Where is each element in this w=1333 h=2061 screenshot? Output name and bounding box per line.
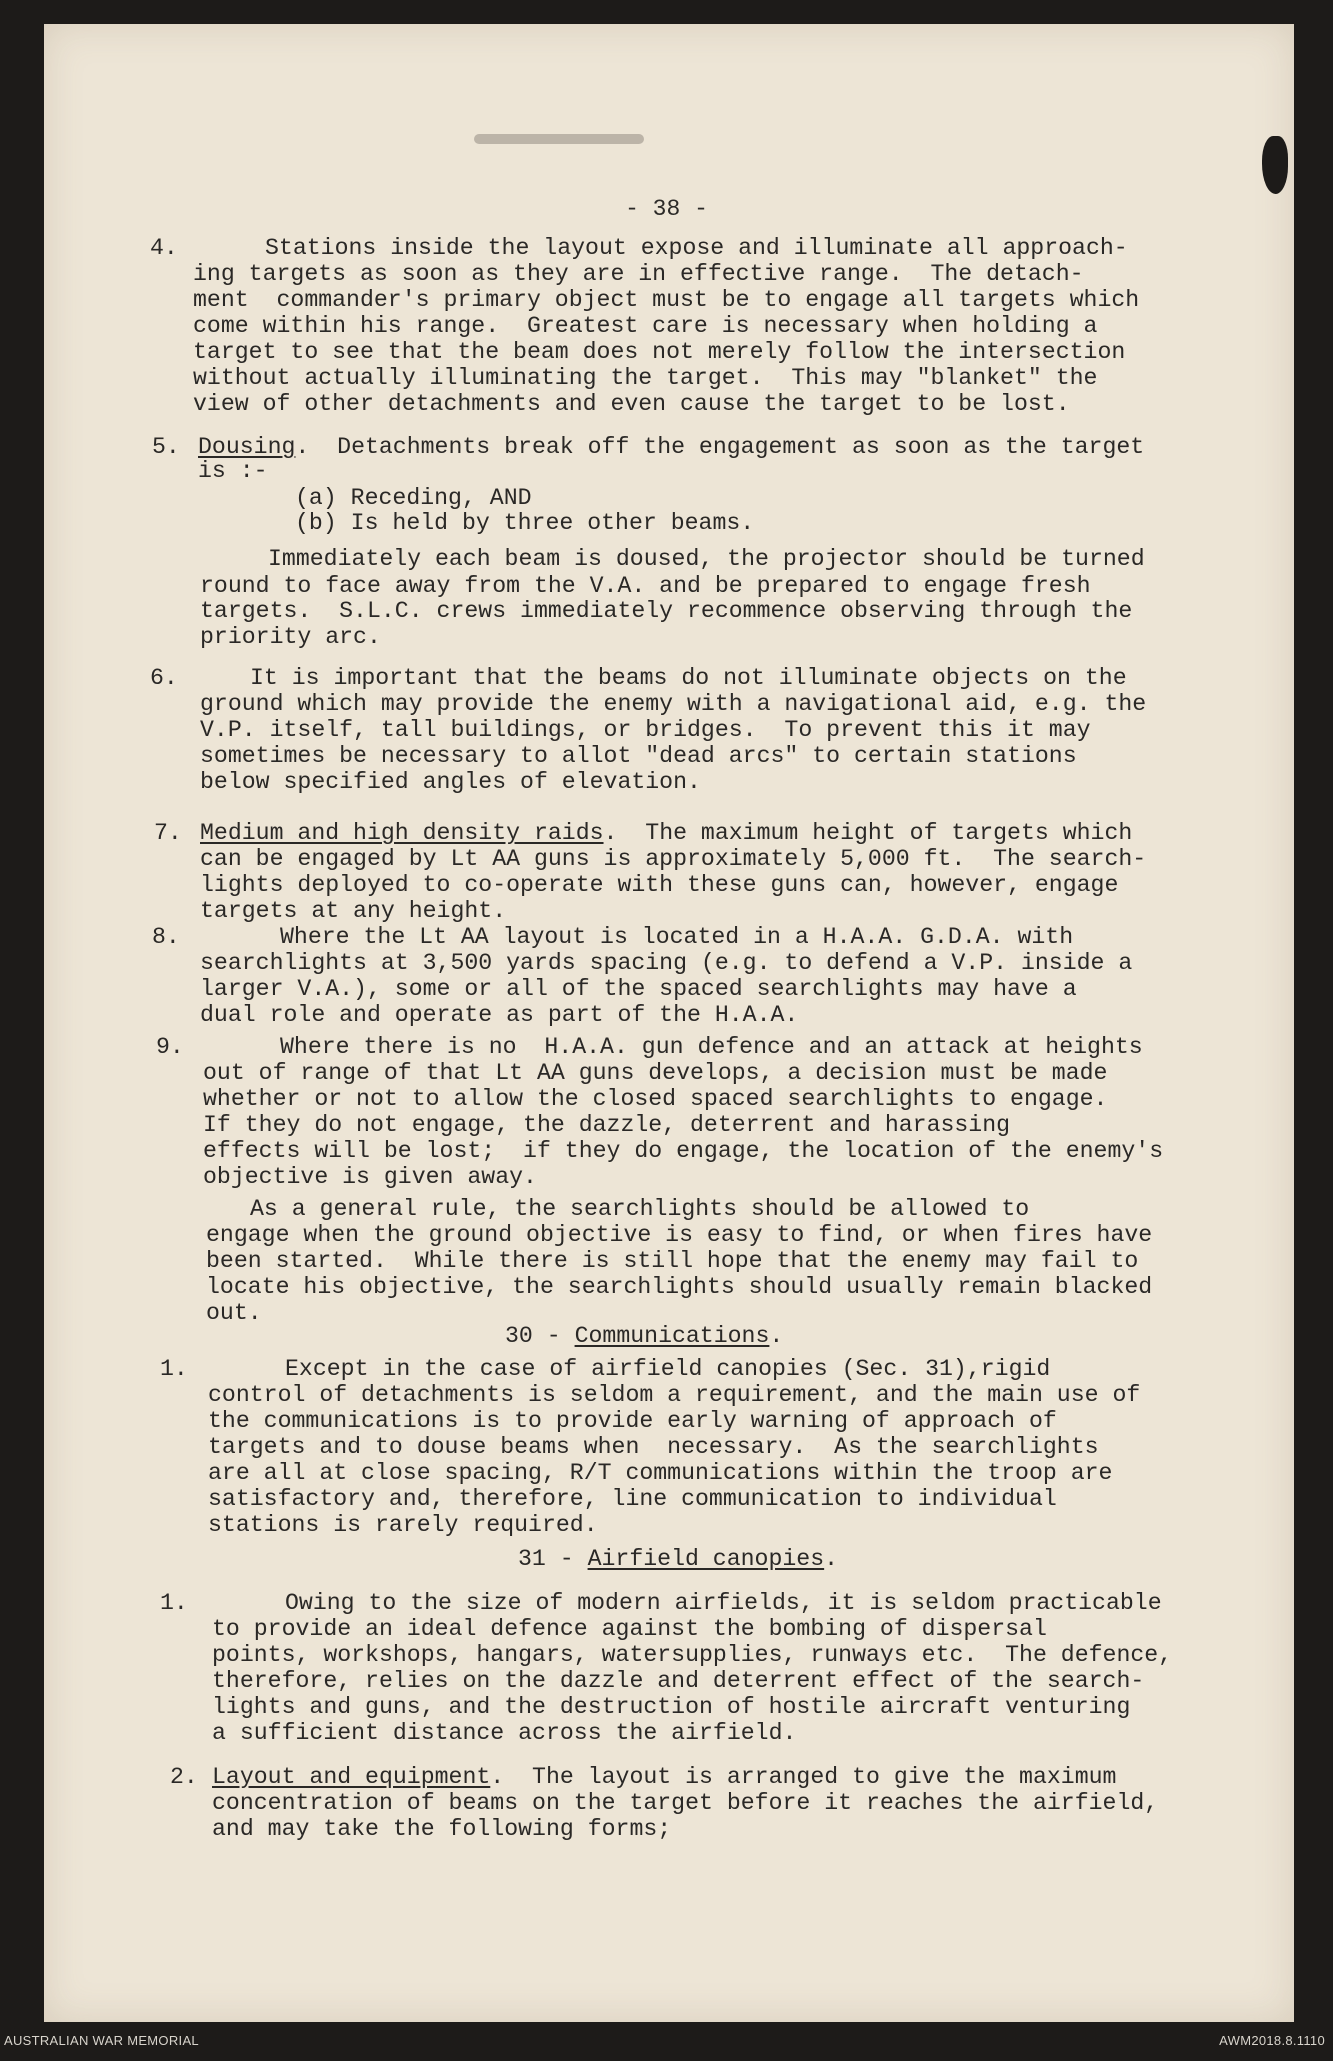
text-line bbox=[193, 367, 1097, 390]
text-line bbox=[250, 667, 1127, 690]
line-text: objective is given away. bbox=[203, 1164, 537, 1190]
line-text: target to see that the beam does not merely follow the intersection bbox=[193, 339, 1126, 365]
text-line bbox=[200, 822, 1132, 845]
line-text: out of range of that Lt AA guns develops, a decision must be made bbox=[203, 1060, 1108, 1086]
text-line bbox=[200, 1004, 798, 1027]
line-text: is :- bbox=[198, 458, 268, 484]
text-line bbox=[295, 512, 754, 535]
heading-punctuation: . bbox=[769, 1323, 784, 1349]
line-text: Owing to the size of modern airfields, it is seldom practicable bbox=[285, 1590, 1162, 1616]
text-line bbox=[206, 1302, 262, 1325]
line-text: without actually illuminating the target. This may "blanket" the bbox=[193, 365, 1098, 391]
paragraph-number: 9. bbox=[156, 1034, 184, 1060]
line-text: ground which may provide the enemy with a navigational aid, e.g. the bbox=[200, 691, 1147, 717]
line-text: and may take the following forms; bbox=[212, 1816, 672, 1842]
line-text: targets and to douse beams when necessary. As the searchlights bbox=[208, 1434, 1099, 1460]
line-text: effects will be lost; if they do engage, the location of the enemy's bbox=[203, 1138, 1164, 1164]
text-line bbox=[208, 1488, 1057, 1511]
line-text: to provide an ideal defence against the bombing of dispersal bbox=[212, 1616, 1047, 1642]
text-line bbox=[193, 341, 1125, 364]
line-text: can be engaged by Lt AA guns is approximately 5,000 ft. The search- bbox=[200, 846, 1147, 872]
ink-smudge bbox=[474, 134, 644, 144]
line-text: satisfactory and, therefore, line communication to individual bbox=[208, 1486, 1057, 1512]
line-text: Except in the case of airfield canopies (Sec. 31),rigid bbox=[285, 1356, 1051, 1382]
text-line bbox=[208, 1436, 1099, 1459]
line-text: points, workshops, hangars, watersupplies, runways etc. The defence, bbox=[212, 1642, 1173, 1668]
text-line bbox=[203, 1140, 1163, 1163]
text-line bbox=[200, 900, 506, 923]
text-line bbox=[206, 1276, 1152, 1299]
text-line bbox=[198, 436, 1144, 459]
line-text: below specified angles of elevation. bbox=[200, 769, 701, 795]
paragraph-number: 1. bbox=[160, 1356, 188, 1382]
line-text: out. bbox=[206, 1300, 262, 1326]
line-text: V.P. itself, tall buildings, or bridges. To prevent this it may bbox=[200, 717, 1091, 743]
text-line bbox=[193, 393, 1070, 416]
line-text: larger V.A.), some or all of the spaced searchlights may have a bbox=[200, 976, 1077, 1002]
line-text: (b) Is held by three other beams. bbox=[295, 510, 755, 536]
line-text: If they do not engage, the dazzle, deterrent and harassing bbox=[203, 1112, 1011, 1138]
line-text: engage when the ground objective is easy to find, or when fires have bbox=[206, 1222, 1153, 1248]
text-line bbox=[200, 719, 1091, 742]
line-text: locate his objective, the searchlights should usually remain blacked bbox=[206, 1274, 1153, 1300]
text-line bbox=[200, 874, 1118, 897]
line-text: . The maximum height of targets which bbox=[603, 820, 1133, 846]
text-line bbox=[200, 693, 1146, 716]
line-text: whether or not to allow the closed spaced searchlights to engage. bbox=[203, 1086, 1108, 1112]
text-line bbox=[280, 1036, 1143, 1059]
section-heading: Airfield canopies bbox=[587, 1546, 825, 1572]
paragraph-number: 6. bbox=[150, 665, 178, 691]
text-line bbox=[268, 548, 1145, 571]
paragraph-heading: Medium and high density raids bbox=[200, 820, 604, 846]
line-text: Where the Lt AA layout is located in a H.A.A. G.D.A. with bbox=[280, 924, 1074, 950]
text-line bbox=[206, 1250, 1138, 1273]
section-number: 30 - bbox=[505, 1323, 575, 1349]
punch-hole bbox=[1262, 136, 1288, 194]
paragraph-number: 7. bbox=[154, 820, 182, 846]
text-line bbox=[208, 1462, 1112, 1485]
line-text: targets at any height. bbox=[200, 898, 507, 924]
text-line bbox=[212, 1792, 1158, 1815]
section-heading: Communications bbox=[574, 1323, 770, 1349]
text-line bbox=[212, 1818, 671, 1841]
line-text: ing targets as soon as they are in effective range. The detach- bbox=[193, 261, 1084, 287]
line-text: . Detachments break off the engagement as soon as the target bbox=[295, 434, 1145, 460]
text-line bbox=[200, 626, 381, 649]
line-text: been started. While there is still hope that the enemy may fail to bbox=[206, 1248, 1139, 1274]
paragraph-number: 4. bbox=[150, 235, 178, 261]
line-text: lights and guns, and the destruction of hostile aircraft venturing bbox=[212, 1694, 1131, 1720]
text-line bbox=[203, 1062, 1107, 1085]
text-line bbox=[208, 1410, 1057, 1433]
heading-punctuation: . bbox=[824, 1546, 839, 1572]
line-text: Where there is no H.A.A. gun defence and an attack at heights bbox=[280, 1034, 1143, 1060]
line-text: view of other detachments and even cause the target to be lost. bbox=[193, 391, 1070, 417]
line-text: ment commander's primary object must be to engage all targets which bbox=[193, 287, 1140, 313]
line-text: sometimes be necessary to allot "dead arcs" to certain stations bbox=[200, 743, 1077, 769]
line-text: As a general rule, the searchlights should be allowed to bbox=[250, 1196, 1030, 1222]
line-text: targets. S.L.C. crews immediately recommence observing through the bbox=[200, 598, 1133, 624]
text-line bbox=[295, 487, 532, 510]
text-line bbox=[200, 848, 1146, 871]
text-line bbox=[212, 1722, 796, 1745]
text-line bbox=[203, 1166, 537, 1189]
paragraph-number: 1. bbox=[160, 1590, 188, 1616]
text-line bbox=[212, 1618, 1047, 1641]
line-text: (a) Receding, AND bbox=[295, 485, 532, 511]
section-number: 31 - bbox=[518, 1546, 588, 1572]
paragraph-heading: Dousing bbox=[198, 434, 296, 460]
paragraph-heading: Layout and equipment bbox=[212, 1764, 491, 1790]
line-text: come within his range. Greatest care is necessary when holding a bbox=[193, 313, 1098, 339]
text-line bbox=[208, 1384, 1140, 1407]
line-text: the communications is to provide early warning of approach of bbox=[208, 1408, 1057, 1434]
text-line bbox=[505, 1325, 783, 1348]
footer-accession-number: AWM2018.8.1110 bbox=[1219, 2033, 1325, 2048]
line-text: therefore, relies on the dazzle and deterrent effect of the search- bbox=[212, 1668, 1145, 1694]
line-text: are all at close spacing, R/T communications within the troop are bbox=[208, 1460, 1113, 1486]
text-line bbox=[212, 1670, 1144, 1693]
text-line bbox=[203, 1088, 1107, 1111]
text-line bbox=[518, 1548, 838, 1571]
line-text: Stations inside the layout expose and illuminate all approach- bbox=[265, 235, 1128, 261]
line-text: a sufficient distance across the airfield. bbox=[212, 1720, 797, 1746]
text-line bbox=[280, 926, 1073, 949]
page-number: - 38 - bbox=[625, 196, 708, 222]
line-text: searchlights at 3,500 yards spacing (e.g. to defend a V.P. inside a bbox=[200, 950, 1133, 976]
text-line bbox=[198, 460, 268, 483]
line-text: concentration of beams on the target before it reaches the airfield, bbox=[212, 1790, 1159, 1816]
line-text: control of detachments is seldom a requirement, and the main use of bbox=[208, 1382, 1141, 1408]
text-line bbox=[200, 600, 1132, 623]
text-line bbox=[200, 745, 1077, 768]
text-line bbox=[208, 1514, 598, 1537]
line-text: stations is rarely required. bbox=[208, 1512, 598, 1538]
paragraph-number: 5. bbox=[152, 434, 180, 460]
text-line bbox=[200, 771, 701, 794]
line-text: It is important that the beams do not illuminate objects on the bbox=[250, 665, 1127, 691]
line-text: . The layout is arranged to give the maximum bbox=[490, 1764, 1117, 1790]
line-text: dual role and operate as part of the H.A.A. bbox=[200, 1002, 799, 1028]
paragraph-number: 8. bbox=[152, 924, 180, 950]
text-line bbox=[285, 1592, 1162, 1615]
text-line bbox=[200, 575, 1091, 598]
footer-institution: AUSTRALIAN WAR MEMORIAL bbox=[4, 2033, 199, 2048]
text-line bbox=[250, 1198, 1029, 1221]
text-line bbox=[212, 1644, 1172, 1667]
text-line bbox=[265, 237, 1128, 260]
line-text: round to face away from the V.A. and be prepared to engage fresh bbox=[200, 573, 1091, 599]
line-text: Immediately each beam is doused, the projector should be turned bbox=[268, 546, 1145, 572]
line-text: priority arc. bbox=[200, 624, 381, 650]
text-line bbox=[193, 263, 1084, 286]
text-line bbox=[285, 1358, 1050, 1381]
text-line bbox=[212, 1766, 1116, 1789]
text-line bbox=[203, 1114, 1010, 1137]
paragraph-number: 2. bbox=[170, 1764, 198, 1790]
text-line bbox=[193, 289, 1139, 312]
text-line bbox=[193, 315, 1097, 338]
text-line bbox=[200, 952, 1132, 975]
text-line bbox=[206, 1224, 1152, 1247]
text-line bbox=[212, 1696, 1130, 1719]
line-text: lights deployed to co-operate with these guns can, however, engage bbox=[200, 872, 1119, 898]
text-line bbox=[200, 978, 1077, 1001]
